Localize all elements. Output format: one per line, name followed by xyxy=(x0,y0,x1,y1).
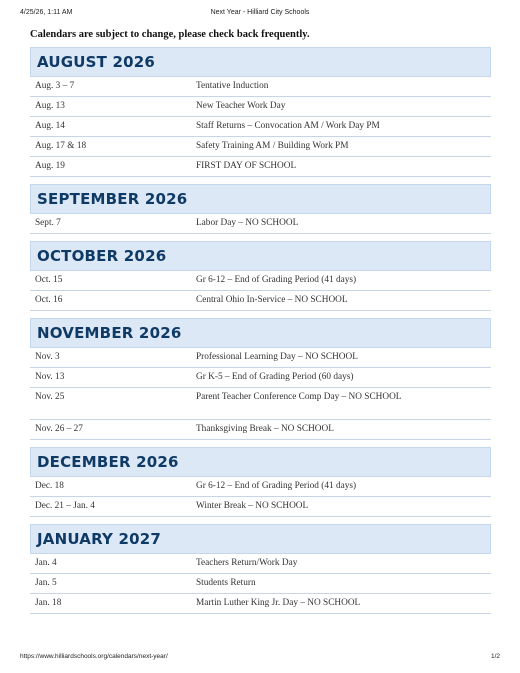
table-row xyxy=(30,368,491,388)
section-october xyxy=(30,241,491,311)
calendar-list xyxy=(30,47,491,621)
row-event: Safety Training AM / Building Work PM xyxy=(196,141,349,151)
month-heading: OCTOBER 2026 xyxy=(30,241,491,271)
print-page-title: Next Year - Hilliard City Schools xyxy=(210,9,310,16)
table-row xyxy=(30,497,491,517)
page-number: 1/2 xyxy=(490,653,500,660)
row-date: Oct. 16 xyxy=(35,295,63,305)
row-event: Parent Teacher Conference Comp Day – NO SCHOOL xyxy=(196,392,402,402)
month-heading: JANUARY 2027 xyxy=(30,524,491,554)
row-date: Aug. 14 xyxy=(35,121,65,131)
row-event: Gr K-5 – End of Grading Period (60 days) xyxy=(196,372,354,382)
row-event: Staff Returns – Convocation AM / Work Day PM xyxy=(196,121,380,131)
table-row xyxy=(30,271,491,291)
table-row xyxy=(30,97,491,117)
row-date: Dec. 21 – Jan. 4 xyxy=(35,501,95,511)
row-date: Jan. 4 xyxy=(35,558,57,568)
row-event: Winter Break – NO SCHOOL xyxy=(196,501,309,511)
table-row xyxy=(30,214,491,234)
row-date: Aug. 13 xyxy=(35,101,65,111)
print-url: https://www.hilliardschools.org/calendars/next-year/ xyxy=(20,653,168,660)
month-heading: DECEMBER 2026 xyxy=(30,447,491,477)
row-date: Jan. 5 xyxy=(35,578,57,588)
month-heading: SEPTEMBER 2026 xyxy=(30,184,491,214)
row-date: Nov. 13 xyxy=(35,372,65,382)
calendar-notice: Calendars are subject to change, please check back frequently. xyxy=(30,29,310,40)
table-row xyxy=(30,574,491,594)
row-date: Aug. 17 & 18 xyxy=(35,141,87,151)
row-date: Sept. 7 xyxy=(35,218,61,228)
print-date: 4/25/26, 1:11 AM xyxy=(20,9,73,16)
row-date: Nov. 26 – 27 xyxy=(35,424,83,434)
print-header xyxy=(20,9,500,21)
row-date: Dec. 18 xyxy=(35,481,64,491)
row-event: Professional Learning Day – NO SCHOOL xyxy=(196,352,358,362)
table-row xyxy=(30,291,491,311)
table-row xyxy=(30,594,491,614)
month-heading: NOVEMBER 2026 xyxy=(30,318,491,348)
row-event: Teachers Return/Work Day xyxy=(196,558,298,568)
row-event: FIRST DAY OF SCHOOL xyxy=(196,161,297,171)
row-event: Gr 6-12 – End of Grading Period (41 days) xyxy=(196,275,357,285)
section-august xyxy=(30,47,491,177)
row-date: Aug. 3 – 7 xyxy=(35,81,75,91)
table-row xyxy=(30,77,491,97)
table-row xyxy=(30,477,491,497)
row-date: Oct. 15 xyxy=(35,275,63,285)
print-footer xyxy=(20,653,500,663)
table-row xyxy=(30,117,491,137)
row-event: Students Return xyxy=(196,578,256,588)
row-event: Gr 6-12 – End of Grading Period (41 days) xyxy=(196,481,357,491)
row-date: Nov. 3 xyxy=(35,352,60,362)
row-date: Nov. 25 xyxy=(35,392,65,402)
row-date: Aug. 19 xyxy=(35,161,65,171)
table-row xyxy=(30,420,491,440)
row-event: Thanksgiving Break – NO SCHOOL xyxy=(196,424,334,434)
section-september xyxy=(30,184,491,234)
table-row xyxy=(30,137,491,157)
table-row xyxy=(30,554,491,574)
row-event: Labor Day – NO SCHOOL xyxy=(196,218,299,228)
row-event: Tentative Induction xyxy=(196,81,269,91)
section-december xyxy=(30,447,491,517)
table-row xyxy=(30,348,491,368)
row-date: Jan. 18 xyxy=(35,598,62,608)
row-event: New Teacher Work Day xyxy=(196,101,286,111)
section-january xyxy=(30,524,491,614)
section-november xyxy=(30,318,491,440)
table-row xyxy=(30,388,491,420)
row-event: Martin Luther King Jr. Day – NO SCHOOL xyxy=(196,598,361,608)
month-heading: AUGUST 2026 xyxy=(30,47,491,77)
row-event: Central Ohio In-Service – NO SCHOOL xyxy=(196,295,348,305)
table-row xyxy=(30,157,491,177)
